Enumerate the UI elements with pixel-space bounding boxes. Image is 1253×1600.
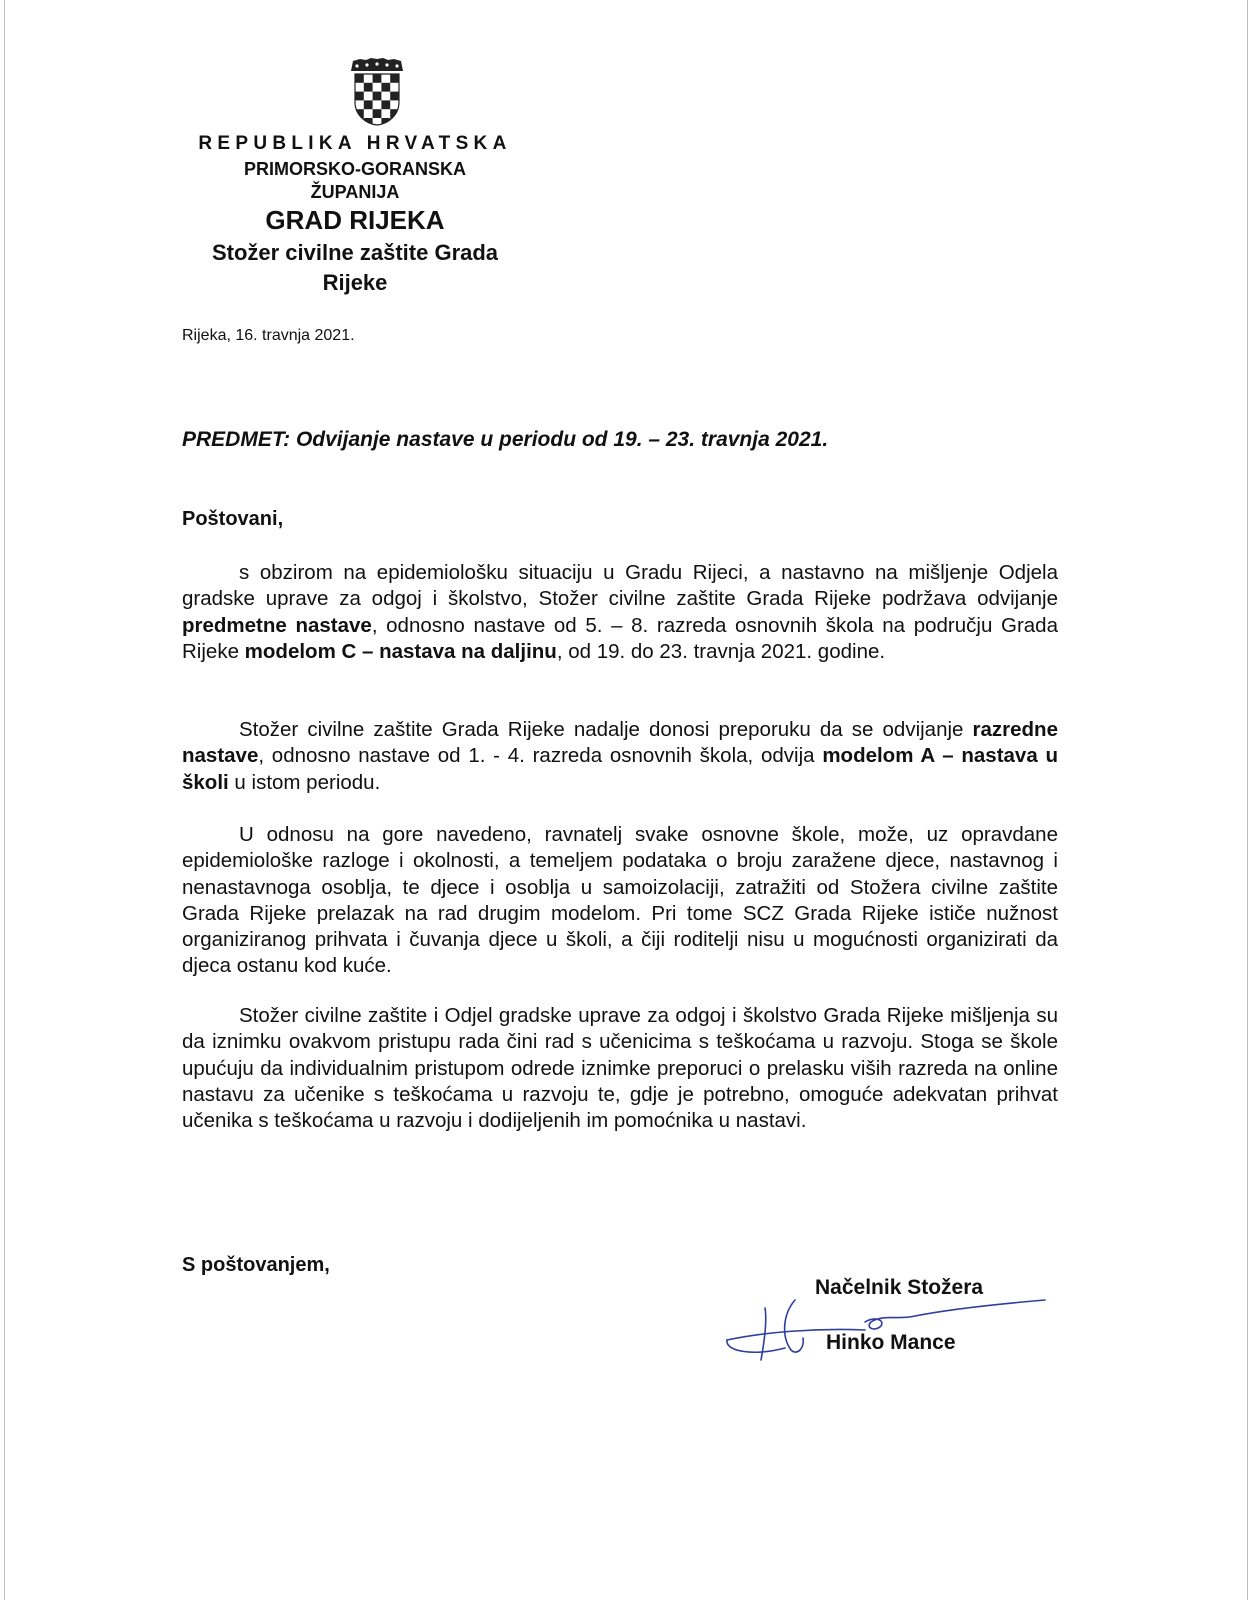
header-country: REPUBLIKA HRVATSKA <box>198 133 512 154</box>
header-county-line2: ŽUPANIJA <box>310 182 400 202</box>
signatory-title: Načelnik Stožera <box>815 1276 984 1299</box>
letter-closing: S poštovanjem, <box>182 1254 330 1276</box>
letter-subject: PREDMET: Odvijanje nastave u periodu od 19. – 23. travnja 2021. <box>182 428 829 451</box>
paragraph-1: s obzirom na epidemiološku situaciju u Gradu Rijeci, a nastavno na mišljenje Odjela gradske uprave za odgoj i školstvo, Stožer civilne zaštite Grada Rijeke podržava odvijanje predmetne nastave, odnosno nastave od 5. – 8. razreda osnovnih škola na području Grada Rijeke modelom C – nastava na daljinu, od 19. do 23. travnja 2021. godine. <box>182 561 1058 663</box>
paragraph-2: Stožer civilne zaštite Grada Rijeke nadalje donosi preporuku da se odvijanje razredne nastave, odnosno nastave od 1. - 4. razreda osnovnih škola, odvija modelom A – nastava u školi u istom periodu. <box>182 718 1059 794</box>
header-city: GRAD RIJEKA <box>265 205 445 235</box>
header-office-line1: Stožer civilne zaštite Grada <box>211 240 499 265</box>
croatian-coat-of-arms-icon <box>349 58 405 126</box>
signatory-name: Hinko Mance <box>826 1331 956 1354</box>
page-edge-left <box>4 0 5 1600</box>
header-office-line2: Rijeke <box>322 270 388 295</box>
paragraph-4: Stožer civilne zaštite i Odjel gradske uprave za odgoj i školstvo Grada Rijeke mišljenja su da iznimku ovakvom pristupu rada čini rad s učenicima s teškoćama u razvoju. Stoga se škole upućuju da individualnim pristupom odrede iznimke preporuci o prelasku viših razreda na online nastavu za učenike s teškoćama u razvoju te, gdje je potrebno, omoguće adekvatan prihvat učenika s teškoćama u razvoju i dodijeljenih im pomoćnika u nastavi. <box>182 1004 1058 1133</box>
letter-date: Rijeka, 16. travnja 2021. <box>182 327 355 344</box>
paragraph-3: U odnosu na gore navedeno, ravnatelj svake osnovne škole, može, uz opravdane epidemiološke razloge i okolnosti, a temeljem podataka o broju zaražene djece, nastavnog i nenastavnoga osoblja, te djece i osoblja u samoizolaciji, zatražiti od Stožera civilne zaštite Grada Rijeke prelazak na rad drugim modelom. Pri tome SCZ Grada Rijeke ističe nužnost organiziranog prihvata i čuvanja djece u školi, a čiji roditelji nisu u mogućnosti organizirati da djeca ostanu kod kuće. <box>182 823 1058 978</box>
letter-greeting: Poštovani, <box>182 508 284 530</box>
header-county-line1: PRIMORSKO-GORANSKA <box>243 159 466 179</box>
page-edge-right <box>1247 0 1248 1600</box>
